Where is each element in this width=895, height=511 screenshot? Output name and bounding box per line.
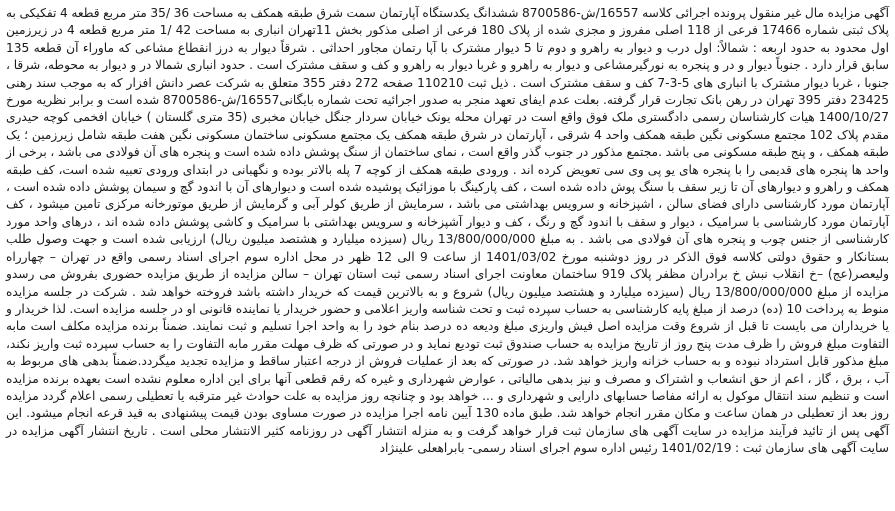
auction-notice-text: آگهی مزایده مال غیر منقول پرونده اجرائی کلاسه 16557/ش-8700586 ششدانگ یکدستگاه آپارتمان سمت شرق طبقه همکف به مساحت 36 /35 متر مربع قطعه 4 تفکیکی به پلاک ثبتی شماره 17466 فرعی از 118 اصلی مفروز و مجزی شده از پلاک 180 فرعی از اصلی مذکور بخش 11تهران انباری به مساحت 42 /1 متر مربع قطعه 4 در زیرزمین اول محدود به حدود اربعه : شمالاً: اول درب و دیوار به راهرو و دوم تا 5 دیوار مشترک با آپا رتمان مجاور احداثی . شرقاً دیوار به درز انقطاع مشاعی که ماوراء آن قطعه 135 سابق قرار دارد . جنوباً دیوار و در و پنجره به نورگیرمشاعی و دیوار به راهرو و غربا دیوار به راهرو و کف و سقف مشترک است . حدود انباری شمالا در و دیوار به محوطه، شرقا ، جنوبا ، غربا دیوار مشترک با انباری های 5-3-7 کف و سقف مشترک است . ذیل ثبت 110210 صفحه 272 دفتر 355 متعلق به شرکت عصر دانش افزار که به موجب سند رهنی 23425 دفتر 395 تهران در رهن بانک تجارت قرار گرفته. بعلت عدم ایفای تعهد منجر به صدور اجرائیه تحت شماره بایگانی16557/ش-8700586 شده است و برابر نظریه مورخ 1400/10/27 هیات کارشناسان رسمی دادگستری ملک فوق واقع است در تهران محله یونک خیابان سردار جنگل خیابان مخبری (35 متری گلستان ) خیابان افخمی کوچه حیدری مقدم پلاک 102 مجتمع مسکونی نگین طبقه همکف واحد 4 شرقی ، آپارتمان در شرق طبقه همکف یک مجتمع مسکونی ساختمان مسکونی نگین هفت طبقه شامل زیرزمین ؛ یک طبقه همکف ، و پنج طبقه مسکونی می باشد .مجتمع مذکور در جنوب گذر واقع است ، نمای ساختمان از سنگ پوشش داده شده است و پنجره های آن فولادی می باشد ، برخی از واحد ها پنجره های قدیمی را با پنجره های یو پی وی سی تعویض کرده اند . ورودی طبقه همکف از کوچه 7 پله بالاتر بوده و نگهبانی در ابتدای ورودی تعبیه شده است، کف طبقه همکف و راهرو و دیوارهای آن تا زیر سقف با سنگ پوش داده شده است ، کف پارکینگ با موزائیک پوشیده شده است و دیوارهای آن با اندود گچ و سیمان پوشش داده شده است ، آپارتمان مورد کارشناسی دارای فضای سالن ، اشپزخانه و سرویس بهداشتی می باشد ، سرمایش از طریق کولر آبی و گرمایش از طریق موتورخانه مرکزی تامین میشود ، کف آپارتمان مورد کارشناسی با سرامیک ، دیوار و سقف با اندود گچ و رنگ ، کف و دیوار آشپزخانه و سرویس بهداشتی با سرامیک و کاشی پوشش داده شده اند ، درهای واحد مورد کارشناسی از جنس چوب و پنجره های آن فولادی می باشد . به مبلغ 13/800/000/000 ریال (سیزده میلیارد و هشتصد میلیون ریال) ارزیابی شده است و جهت وصول طلب بستانکار و حقوق دولتی کلاسه فوق الذکر در روز دوشنبه مورخ 1401/03/02 از ساعت 9 الی 12 ظهر در محل اداره سوم اجرای اسناد رسمی واقع در تهران – چهارراه ولیعصر(عج) –خ انقلاب نبش خ برادران مظفر پلاک 919 ساختمان معاونت اجرای اسناد رسمی ثبت استان تهران – سالن مزایده از طریق مزایده حضوری بفروش می رسدو مزایده از مبلغ 13/800/000/000 ریال (سیزده میلیارد و هشتصد میلیون ریال) شروع و به بالاترین قیمت که خریدار داشته باشد فروخته خواهد شد . شرکت در جلسه مزایده منوط به پرداخت 10 (ده) درصد از مبلغ پایه کارشناسی به حساب سپرده ثبت و تحت شناسه واریز اعلامی و حضور خریدار یا نماینده قانونی او در جلسه مزایده است. لذا خریدار و یا خریداران می بایست تا قبل از شروع وقت مزایده اصل فیش واریزی مبلغ ودیعه ده درصد بنام خود را به واحد اجرا تسلیم و ثبت نمایند. ضمناً برنده مزایده مکلف است مابه التفاوت مبلغ فروش را ظرف مدت پنج روز از تاریخ مزایده به حساب صندوق ثبت تودیع نماید و در صورتی که ظرف مهلت مقرر مابه التفاوت را به حساب سپرده ثبت واریز نکند، مبلغ مذکور قابل استرداد نبوده و به حساب خزانه واریز خواهد شد. در صورتی که بعد از عملیات فروش از درجه اعتبار ساقط و مزایده تجدید میگردد.ضمناً بدهی های مربوط به آب ، برق ، گاز ، اعم از حق انشعاب و اشتراک و مصرف و نیز بدهی مالیاتی ، عوارض شهرداری و غیره که رقم قطعی آنها برای این اداره معلوم نشده است بعهده برنده مزایده است و تنظیم سند انتقال موکول به ارائه مفاصا حسابهای دارایی و شهرداری و ... خواهد بود و چنانچه روز مزایده به علت حوادث غیر مترقبه یا تعطیلی رسمی اعلام گردد مزایده روز بعد از تعطیلی در همان ساعت و مکان مقرر انجام خواهد شد. طبق ماده 130 آیین نامه اجرا مزایده در صورت مساوی بودن قیمت پیشنهادی به قید قرعه انجام میشود. این آگهی پس از تائید فرآیند مزایده در سایت آگهی های سازمان ثبت قرار خواهد گرفت و به منزله انتشار آگهی در روزنامه کثیر الانتشار محلی است . تاریخ انتشار آگهی مزایده در سایت آگهی های سازمان ثبت : 1401/02/19 رئیس اداره سوم اجرای اسناد رسمی- بابراهعلی علینژاد xyxy=(6,6,890,456)
